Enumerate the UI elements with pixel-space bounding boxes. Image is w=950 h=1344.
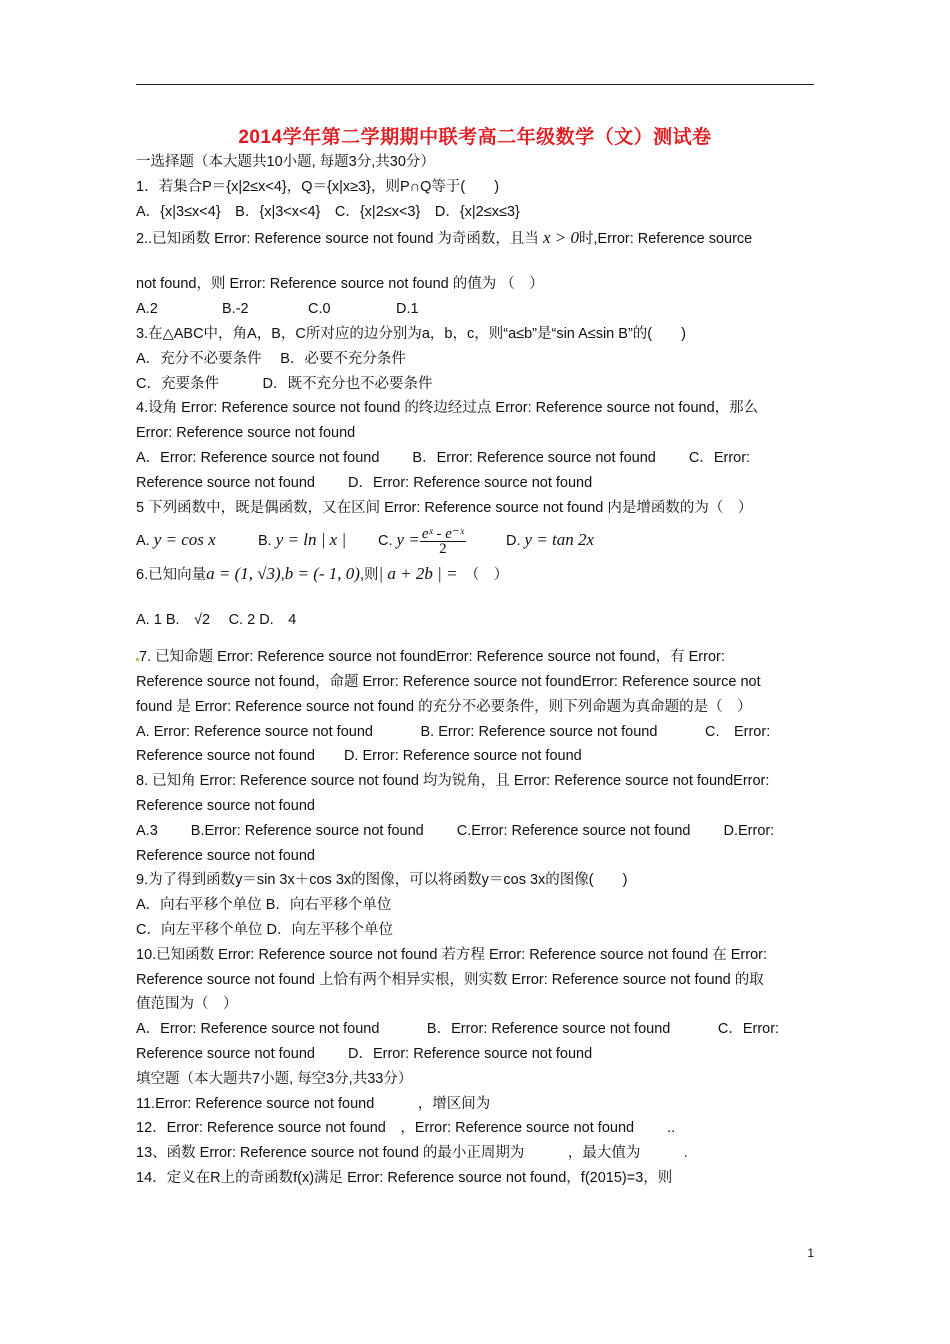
q2-option-c: C.0 (308, 301, 331, 318)
q11-stem: 11.Error: Reference source not found ，增区间为 (136, 1095, 491, 1112)
q5-option-c: C. y = $\frac{\text{eˣ - e⁻ˣ}}{2}$ (378, 526, 465, 558)
q2-line1: 2..已知函数 Error: Reference source not found 为奇函数，且当 x > 0时,Error: Reference source (136, 228, 753, 248)
q5-options (136, 520, 814, 560)
q7-line1: 7. 已知命题 Error: Reference source not foundError: Reference source not found，有 Error: (136, 645, 814, 670)
q6-vector-a: a = (1, √3) (206, 564, 281, 584)
q8-line4: Reference source not found (136, 847, 315, 864)
q3-options-ab: A．充分不必要条件 B．必要不充分条件 (136, 350, 406, 367)
q10-line5: Reference source not found D．Error: Reference source not found (136, 1045, 593, 1062)
q9-options-ab: A．向右平移个单位 B．向右平移个单位 (136, 897, 392, 914)
q1-stem: 1．若集合P＝{x|2≤x<4}，Q＝{x|x≥3}，则P∩Q等于( ) (136, 178, 500, 195)
section-heading-fill: 填空题（本大题共7小题, 每空3分,共33分） (136, 1070, 413, 1087)
spacer (136, 588, 814, 608)
q8-line1: 8. 已知角 Error: Reference source not found 均为锐角，且 Error: Reference source not foundError: (136, 773, 770, 790)
q5-option-b: B. y = ln | x | (258, 530, 347, 550)
q13-stem: 13、函数 Error: Reference source not found 的最小正周期为 ，最大值为 . (136, 1145, 688, 1162)
q1-options: A．{x|3≤x<4} B．{x|3<x<4} C．{x|2≤x<3} D．{x|2≤x≤3} (136, 203, 520, 220)
q2-line2: not found，则 Error: Reference source not found 的值为 （ ） (136, 276, 544, 293)
q8-line2: Reference source not found (136, 797, 315, 814)
q6-expression: | a + 2b | = (378, 564, 458, 584)
q5-option-a: A. y = cos x (136, 530, 216, 550)
q2-option-a: A.2 (136, 301, 158, 318)
q7-line5: Reference source not found D. Error: Reference source not found (136, 748, 582, 765)
q6-vector-b: b = (- 1, 0) (284, 564, 360, 584)
document-body (136, 150, 814, 1191)
q4-line1: 4.设角 Error: Reference source not found 的终边经过点 Error: Reference source not found，那么 (136, 400, 759, 417)
q2-option-b: B.-2 (222, 301, 249, 318)
q10-line3: 值范围为（ ） (136, 996, 238, 1013)
section-heading-choice: 一选择题（本大题共10小题, 每题3分,共30分） (136, 154, 435, 170)
q3-options-cd: C．充要条件 D．既不充分也不必要条件 (136, 375, 433, 392)
q9-stem: 9.为了得到函数y＝sin 3x＋cos 3x的图像，可以将函数y＝cos 3x的图像( ) (136, 872, 628, 889)
header-rule (136, 84, 814, 85)
q10-line2: Reference source not found 上恰有两个相异实根，则实数 Error: Reference source not found 的取 (136, 971, 764, 988)
q7-line3: found 是 Error: Reference source not found 的充分不必要条件，则下列命题为真命题的是（ ） (136, 698, 752, 715)
q7-line2: Reference source not found，命题 Error: Reference source not foundError: Reference source not (136, 673, 761, 690)
q2-options (136, 297, 814, 322)
spacer (136, 633, 814, 645)
page-number: 1 (807, 1246, 814, 1260)
q4-line2: Error: Reference source not found (136, 425, 356, 442)
q12-stem: 12．Error: Reference source not found ，Error: Reference source not found .. (136, 1120, 676, 1137)
q5-option-d: D. y = tan 2x (506, 530, 595, 550)
q3-stem: 3.在△ABC中，角A，B，C所对应的边分别为a，b，c，则“a≤b”是“sin A≤sin B”的( ) (136, 325, 686, 342)
q7-line4: A. Error: Reference source not found B. Error: Reference source not found C. Error: (136, 723, 771, 740)
q10-line1: 10.已知函数 Error: Reference source not found 若方程 Error: Reference source not found 在 Error: (136, 946, 768, 963)
q6-options: A. 1 B. √2 C. 2 D. 4 (136, 612, 297, 629)
q5-stem: 5 下列函数中，既是偶函数，又在区间 Error: Reference source not found 内是增函数的为（ ） (136, 499, 753, 516)
page-title: 2014学年第二学期期中联考高二年级数学（文）测试卷 (238, 127, 712, 148)
q14-stem: 14．定义在R上的奇函数f(x)满足 Error: Reference source not found，f(2015)=3，则 (136, 1169, 673, 1186)
q9-options-cd: C．向左平移个单位 D．向左平移个单位 (136, 921, 393, 938)
q2-option-d: D.1 (396, 301, 419, 318)
q4-line4: Reference source not found D．Error: Reference source not found (136, 474, 593, 491)
q5-option-c-fraction: $\frac{\text{eˣ - e⁻ˣ}}{2}$ (421, 526, 465, 558)
q8-line3: A.3 B.Error: Reference source not found C.Error: Reference source not found D.Error: (136, 822, 775, 839)
q2-math-condition: x > 0 (542, 228, 579, 248)
spacer (136, 252, 814, 272)
q6-stem: 6.已知向量a = (1, √3),b = (- 1, 0),则| a + 2b | = （ ） (136, 564, 509, 584)
q4-line3: A．Error: Reference source not found B．Error: Reference source not found C．Error: (136, 449, 751, 466)
q10-line4: A．Error: Reference source not found B．Error: Reference source not found C．Error: (136, 1021, 780, 1038)
